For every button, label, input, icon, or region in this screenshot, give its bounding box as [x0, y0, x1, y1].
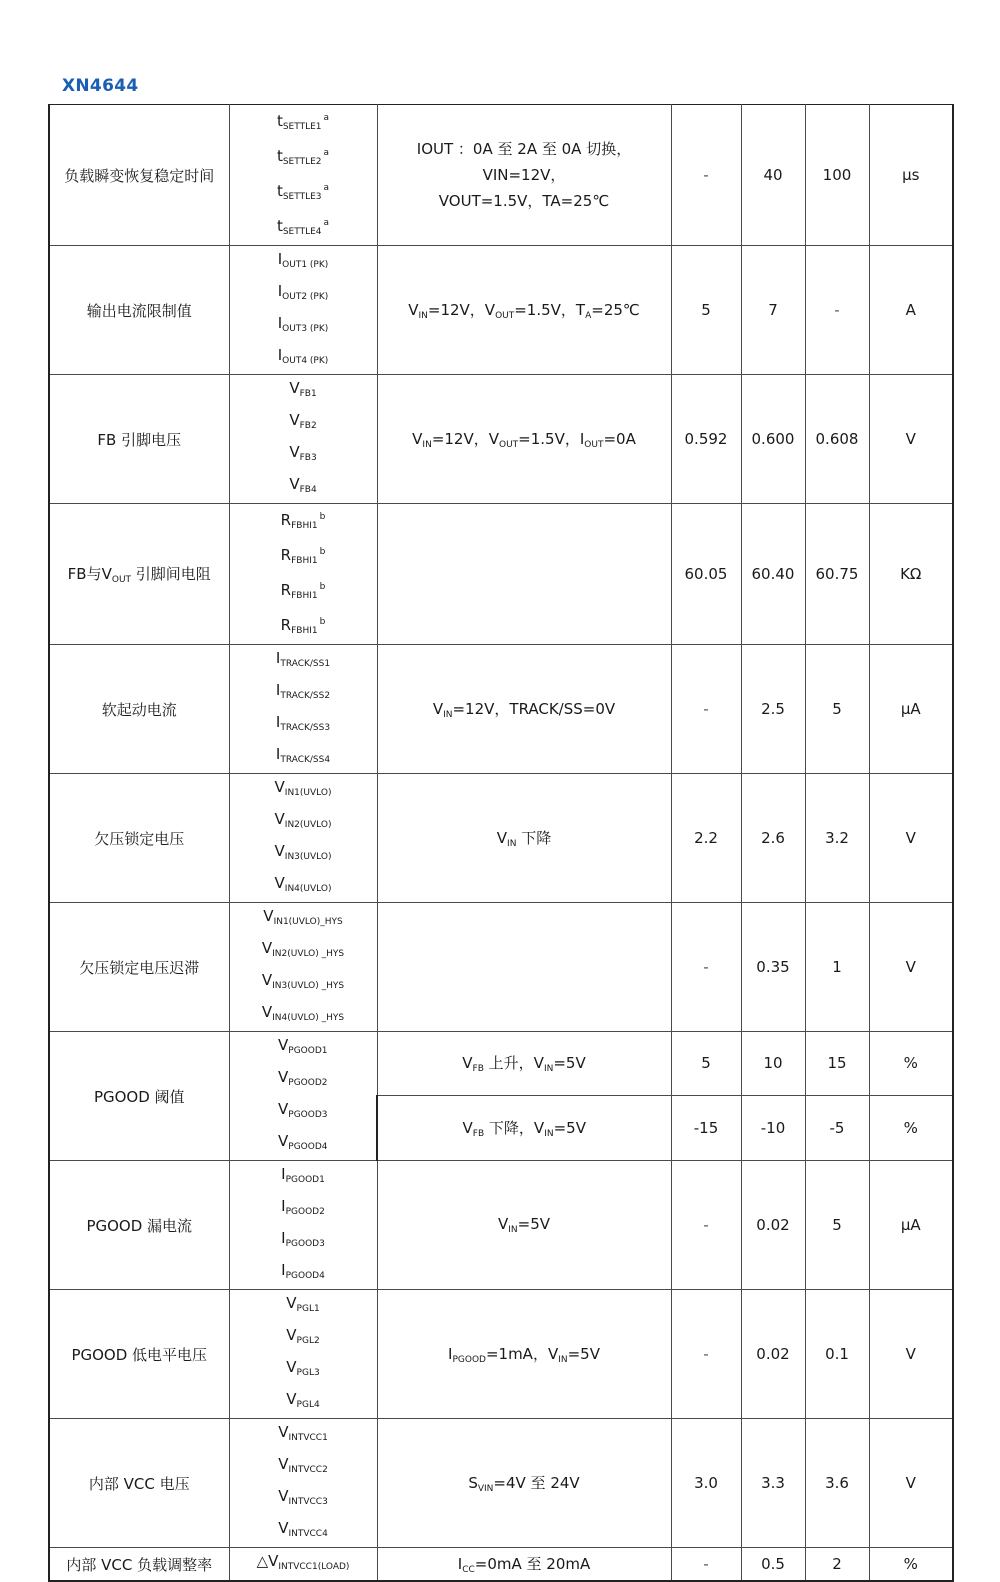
symbol: $V_{PGL2}$	[286, 1326, 320, 1346]
table-row	[49, 1290, 953, 1419]
symbol: $V_{PGOOD2}$	[278, 1068, 328, 1088]
parameter-cell: 欠压锁定电压迟滞	[49, 903, 229, 1032]
symbol-subscript: IN2(UVLO) _HYS	[272, 949, 345, 959]
unit-cell: %	[869, 1032, 953, 1096]
max-value: 15	[805, 1032, 869, 1096]
symbol-subscript: PGOOD2	[285, 1207, 325, 1217]
subscript: OUT	[499, 440, 519, 450]
condition-line: VIN=12V，	[482, 166, 566, 184]
symbol: $V_{IN1(UVLO)}$	[274, 778, 332, 798]
max-value: 5	[805, 645, 869, 774]
symbol-subscript: SETTLE2	[282, 157, 322, 167]
symbol-cell	[229, 246, 377, 375]
min-value: 0.592	[671, 375, 741, 504]
symbol: $R_{FBHI1}^b$	[280, 546, 326, 566]
subscript: IN	[558, 1355, 568, 1365]
parameter-cell: PGOOD 低电平电压	[49, 1290, 229, 1419]
typ-value: 2.6	[741, 774, 805, 903]
typ-value: 0.02	[741, 1290, 805, 1419]
parameter-cell: 软起动电流	[49, 645, 229, 774]
symbol-subscript: FB1	[299, 389, 317, 399]
symbol: $V_{IN2(UVLO) \_HYS}$	[261, 939, 345, 959]
subscript: IN	[544, 1128, 554, 1139]
symbol-subscript: PGOOD4	[285, 1271, 325, 1281]
subscript: OUT	[584, 440, 604, 450]
typ-value: 0.5	[741, 1548, 805, 1582]
parameter-cell: PGOOD 漏电流	[49, 1161, 229, 1290]
symbol: $V_{INTVCC2}$	[278, 1455, 328, 1475]
footnote-mark: b	[319, 617, 326, 627]
symbol: $V_{PGOOD3}$	[278, 1100, 328, 1120]
min-value: 5	[671, 246, 741, 375]
symbol: $R_{FBHI1}^b$	[280, 581, 326, 601]
typ-value: 7	[741, 246, 805, 375]
typ-value: -10	[741, 1095, 805, 1160]
typ-value: 60.40	[741, 504, 805, 645]
symbol-cell	[229, 774, 377, 903]
unit-cell: μA	[869, 1161, 953, 1290]
symbol-subscript: INTVCC2	[288, 1465, 328, 1475]
symbol-cell	[229, 504, 377, 645]
subscript: OUT	[111, 575, 132, 585]
unit-cell: %	[869, 1548, 953, 1582]
unit-cell: A	[869, 246, 953, 375]
min-value: 5	[671, 1032, 741, 1096]
typ-value: 0.600	[741, 375, 805, 504]
symbol: $V_{IN1(UVLO)\_HYS}$	[263, 907, 343, 927]
subscript: CC	[462, 1565, 475, 1575]
condition-cell	[377, 903, 671, 1032]
symbol-cell	[229, 1032, 377, 1161]
max-value: 1	[805, 903, 869, 1032]
symbol: $V_{IN2(UVLO)}$	[274, 810, 332, 830]
typ-value: 2.5	[741, 645, 805, 774]
condition-cell	[377, 105, 671, 246]
symbol-cell	[229, 375, 377, 504]
subscript: VIN	[477, 1484, 494, 1494]
symbol-cell	[229, 1419, 377, 1548]
symbol: $t_{SETTLE3}^a$	[276, 182, 330, 202]
symbol-subscript: PGL1	[296, 1304, 320, 1314]
symbol-cell	[229, 1548, 377, 1582]
condition-cell: $V_{IN}=12V$，TRACK/SS=0V	[377, 645, 671, 774]
condition-cell: $S_{VIN}=4V$ 至 24V	[377, 1419, 671, 1548]
max-value: 2	[805, 1548, 869, 1582]
unit-cell: V	[869, 375, 953, 504]
parameter-cell: 内部 VCC 电压	[49, 1419, 229, 1548]
symbol: $\triangle V_{INTVCC1(LOAD)}$	[256, 1552, 350, 1572]
symbol: $I_{OUT4 (PK)}$	[277, 346, 329, 366]
symbol-subscript: INTVCC1(LOAD)	[278, 1562, 350, 1572]
condition-cell: $V_{IN}$ 下降	[377, 774, 671, 903]
symbol: $t_{SETTLE4}^a$	[276, 217, 330, 237]
unit-cell: KΩ	[869, 504, 953, 645]
subscript: IN	[422, 440, 432, 450]
parameter-cell: 负载瞬变恢复稳定时间	[49, 105, 229, 246]
subscript: IN	[507, 839, 517, 849]
max-value: 3.6	[805, 1419, 869, 1548]
unit-cell: μs	[869, 105, 953, 246]
table-row	[49, 774, 953, 903]
parameter-cell: 内部 VCC 负载调整率	[49, 1548, 229, 1582]
max-value: -	[805, 246, 869, 375]
table-row	[49, 903, 953, 1032]
symbol-subscript: IN2(UVLO)	[284, 820, 332, 830]
symbol: $V_{FB2}$	[289, 411, 317, 431]
symbol-cell	[229, 1161, 377, 1290]
symbol-subscript: OUT1 (PK)	[282, 260, 329, 270]
symbol: $I_{OUT2 (PK)}$	[277, 282, 329, 302]
symbol-subscript: SETTLE4	[282, 227, 322, 237]
symbol: $I_{PGOOD2}$	[281, 1197, 325, 1217]
table-row	[49, 105, 953, 246]
symbol: $V_{PGL1}$	[286, 1294, 320, 1314]
unit-cell: V	[869, 774, 953, 903]
typ-value: 40	[741, 105, 805, 246]
condition-line: IOUT ：0A 至 2A 至 0A 切换，	[416, 140, 632, 158]
symbol: $I_{OUT3 (PK)}$	[277, 314, 329, 334]
condition-cell: $V_{IN}=12V$，$V_{OUT}=1.5V$，$T_A=25℃$	[377, 246, 671, 375]
max-value: 100	[805, 105, 869, 246]
symbol-subscript: FB3	[299, 453, 317, 463]
symbol: $V_{PGOOD4}$	[278, 1132, 328, 1152]
symbol-subscript: TRACK/SS3	[280, 723, 331, 733]
min-value: -	[671, 1548, 741, 1582]
symbol-subscript: PGOOD2	[288, 1078, 328, 1088]
min-value: -15	[671, 1095, 741, 1160]
unit-cell: V	[869, 1290, 953, 1419]
symbol: $V_{PGL3}$	[286, 1358, 320, 1378]
footnote-mark: a	[323, 218, 330, 228]
max-value: 5	[805, 1161, 869, 1290]
max-value: 3.2	[805, 774, 869, 903]
condition-cell: $V_{IN}=12V$，$V_{OUT}=1.5V$，$I_{OUT}=0A$	[377, 375, 671, 504]
unit-cell: μA	[869, 645, 953, 774]
symbol: $V_{INTVCC1}$	[278, 1423, 328, 1443]
symbol-subscript: INTVCC4	[288, 1529, 328, 1539]
symbol-subscript: FBHI1	[291, 556, 318, 566]
condition-cell	[377, 504, 671, 645]
symbol: $I_{PGOOD4}$	[281, 1261, 325, 1281]
min-value: -	[671, 105, 741, 246]
parameter-cell: 输出电流限制值	[49, 246, 229, 375]
symbol-subscript: PGOOD1	[285, 1175, 325, 1185]
symbol-subscript: INTVCC1	[288, 1433, 328, 1443]
table-row	[49, 1548, 953, 1582]
max-value: 0.608	[805, 375, 869, 504]
subscript: IN	[418, 311, 428, 321]
symbol: $t_{SETTLE1}^a$	[276, 112, 330, 132]
symbol: $I_{TRACK/SS4}$	[275, 745, 331, 765]
symbol-subscript: IN4(UVLO)	[284, 884, 332, 894]
subscript: IN	[443, 710, 453, 720]
condition-cell: $V_{FB}$ 上升，$V_{IN}=5V$	[377, 1032, 671, 1096]
typ-value: 3.3	[741, 1419, 805, 1548]
document-title: XN4644	[62, 76, 139, 96]
table-row	[49, 246, 953, 375]
condition-cell: $V_{FB}$ 下降，$V_{IN}=5V$	[377, 1095, 671, 1160]
min-value: 2.2	[671, 774, 741, 903]
table-row	[49, 645, 953, 774]
symbol-subscript: FBHI1	[291, 626, 318, 636]
symbol-subscript: PGL2	[296, 1336, 320, 1346]
subscript: FB	[472, 1128, 485, 1139]
unit-cell: V	[869, 1419, 953, 1548]
min-value: -	[671, 1290, 741, 1419]
symbol-subscript: PGOOD3	[285, 1239, 325, 1249]
symbol: $V_{PGL4}$	[286, 1390, 320, 1410]
symbol-subscript: SETTLE3	[282, 192, 322, 202]
symbol-subscript: SETTLE1	[282, 122, 322, 132]
symbol: $V_{IN4(UVLO) \_HYS}$	[261, 1003, 345, 1023]
unit-cell: V	[869, 903, 953, 1032]
max-value: 0.1	[805, 1290, 869, 1419]
max-value: -5	[805, 1095, 869, 1160]
symbol: $R_{FBHI1}^b$	[280, 616, 326, 636]
symbol-subscript: FB4	[299, 485, 317, 495]
footnote-mark: b	[319, 547, 326, 557]
parameter-cell: 欠压锁定电压	[49, 774, 229, 903]
subscript: OUT	[495, 311, 515, 321]
symbol: $R_{FBHI1}^b$	[280, 511, 326, 531]
symbol-subscript: PGL3	[296, 1368, 320, 1378]
min-value: -	[671, 645, 741, 774]
symbol-subscript: TRACK/SS2	[280, 691, 331, 701]
subscript: PGOOD	[452, 1355, 486, 1365]
symbol-subscript: IN3(UVLO)	[284, 852, 332, 862]
table-row	[49, 1161, 953, 1290]
symbol: $V_{FB3}$	[289, 443, 317, 463]
min-value: -	[671, 1161, 741, 1290]
symbol: $V_{FB4}$	[289, 475, 317, 495]
symbol: $V_{IN3(UVLO) \_HYS}$	[261, 971, 345, 991]
symbol-subscript: IN4(UVLO) _HYS	[272, 1013, 345, 1023]
symbol-subscript: IN3(UVLO) _HYS	[272, 981, 345, 991]
symbol: $I_{TRACK/SS1}$	[275, 649, 331, 669]
symbol: $I_{TRACK/SS2}$	[275, 681, 331, 701]
symbol-subscript: PGOOD4	[288, 1142, 328, 1152]
parameter-cell: PGOOD 阈值	[49, 1032, 229, 1161]
subscript: A	[585, 311, 592, 321]
subscript: FB	[472, 1064, 484, 1075]
table-row	[49, 1419, 953, 1548]
symbol-cell	[229, 903, 377, 1032]
symbol: $V_{INTVCC3}$	[278, 1487, 328, 1507]
max-value: 60.75	[805, 504, 869, 645]
footnote-mark: b	[319, 582, 326, 592]
symbol: $V_{IN4(UVLO)}$	[274, 874, 332, 894]
footnote-mark: a	[323, 148, 330, 158]
min-value: 60.05	[671, 504, 741, 645]
symbol-subscript: OUT2 (PK)	[282, 292, 329, 302]
symbol: $I_{PGOOD1}$	[281, 1165, 325, 1185]
symbol-subscript: FBHI1	[291, 591, 318, 601]
table-row	[49, 1032, 953, 1096]
symbol: $t_{SETTLE2}^a$	[276, 147, 330, 167]
symbol: $V_{INTVCC4}$	[278, 1519, 328, 1539]
condition-cell: $I_{PGOOD}=1mA$，$V_{IN}=5V$	[377, 1290, 671, 1419]
typ-value: 0.02	[741, 1161, 805, 1290]
symbol-subscript: OUT3 (PK)	[282, 324, 329, 334]
condition-cell: $I_{CC}=0mA$ 至 20mA	[377, 1548, 671, 1582]
unit-cell: %	[869, 1095, 953, 1160]
symbol-subscript: IN1(UVLO)	[284, 788, 332, 798]
footnote-mark: b	[319, 512, 326, 522]
condition-cell: $V_{IN}=5V$	[377, 1161, 671, 1290]
symbol: $I_{TRACK/SS3}$	[275, 713, 331, 733]
symbol-subscript: FB2	[299, 421, 317, 431]
symbol-subscript: FBHI1	[291, 521, 318, 531]
footnote-mark: a	[323, 113, 330, 123]
table-row	[49, 504, 953, 645]
symbol: $I_{OUT1 (PK)}$	[277, 250, 329, 270]
symbol: $I_{PGOOD3}$	[281, 1229, 325, 1249]
symbol-subscript: TRACK/SS1	[280, 659, 331, 669]
symbol-subscript: PGOOD1	[288, 1046, 328, 1056]
table-row	[49, 375, 953, 504]
symbol-subscript: TRACK/SS4	[280, 755, 331, 765]
symbol-subscript: IN1(UVLO)_HYS	[273, 917, 343, 927]
symbol-subscript: OUT4 (PK)	[282, 356, 329, 366]
symbol-cell	[229, 1290, 377, 1419]
parameter-cell: FB 引脚电压	[49, 375, 229, 504]
symbol-subscript: INTVCC3	[288, 1497, 328, 1507]
condition-line: VOUT=1.5V，TA=25℃	[438, 192, 610, 210]
symbol-cell	[229, 105, 377, 246]
min-value: -	[671, 903, 741, 1032]
electrical-characteristics-table	[48, 104, 954, 1582]
symbol: $V_{IN3(UVLO)}$	[274, 842, 332, 862]
symbol-subscript: PGOOD3	[288, 1110, 328, 1120]
symbol-subscript: PGL4	[296, 1400, 320, 1410]
symbol-cell	[229, 645, 377, 774]
subscript: IN	[543, 1064, 554, 1075]
symbol: $V_{FB1}$	[289, 379, 317, 399]
typ-value: 10	[741, 1032, 805, 1096]
typ-value: 0.35	[741, 903, 805, 1032]
subscript: IN	[508, 1225, 518, 1235]
symbol: $V_{PGOOD1}$	[278, 1036, 328, 1056]
min-value: 3.0	[671, 1419, 741, 1548]
parameter-cell: FB与$V_{OUT}$ 引脚间电阻	[49, 504, 229, 645]
footnote-mark: a	[323, 183, 330, 193]
